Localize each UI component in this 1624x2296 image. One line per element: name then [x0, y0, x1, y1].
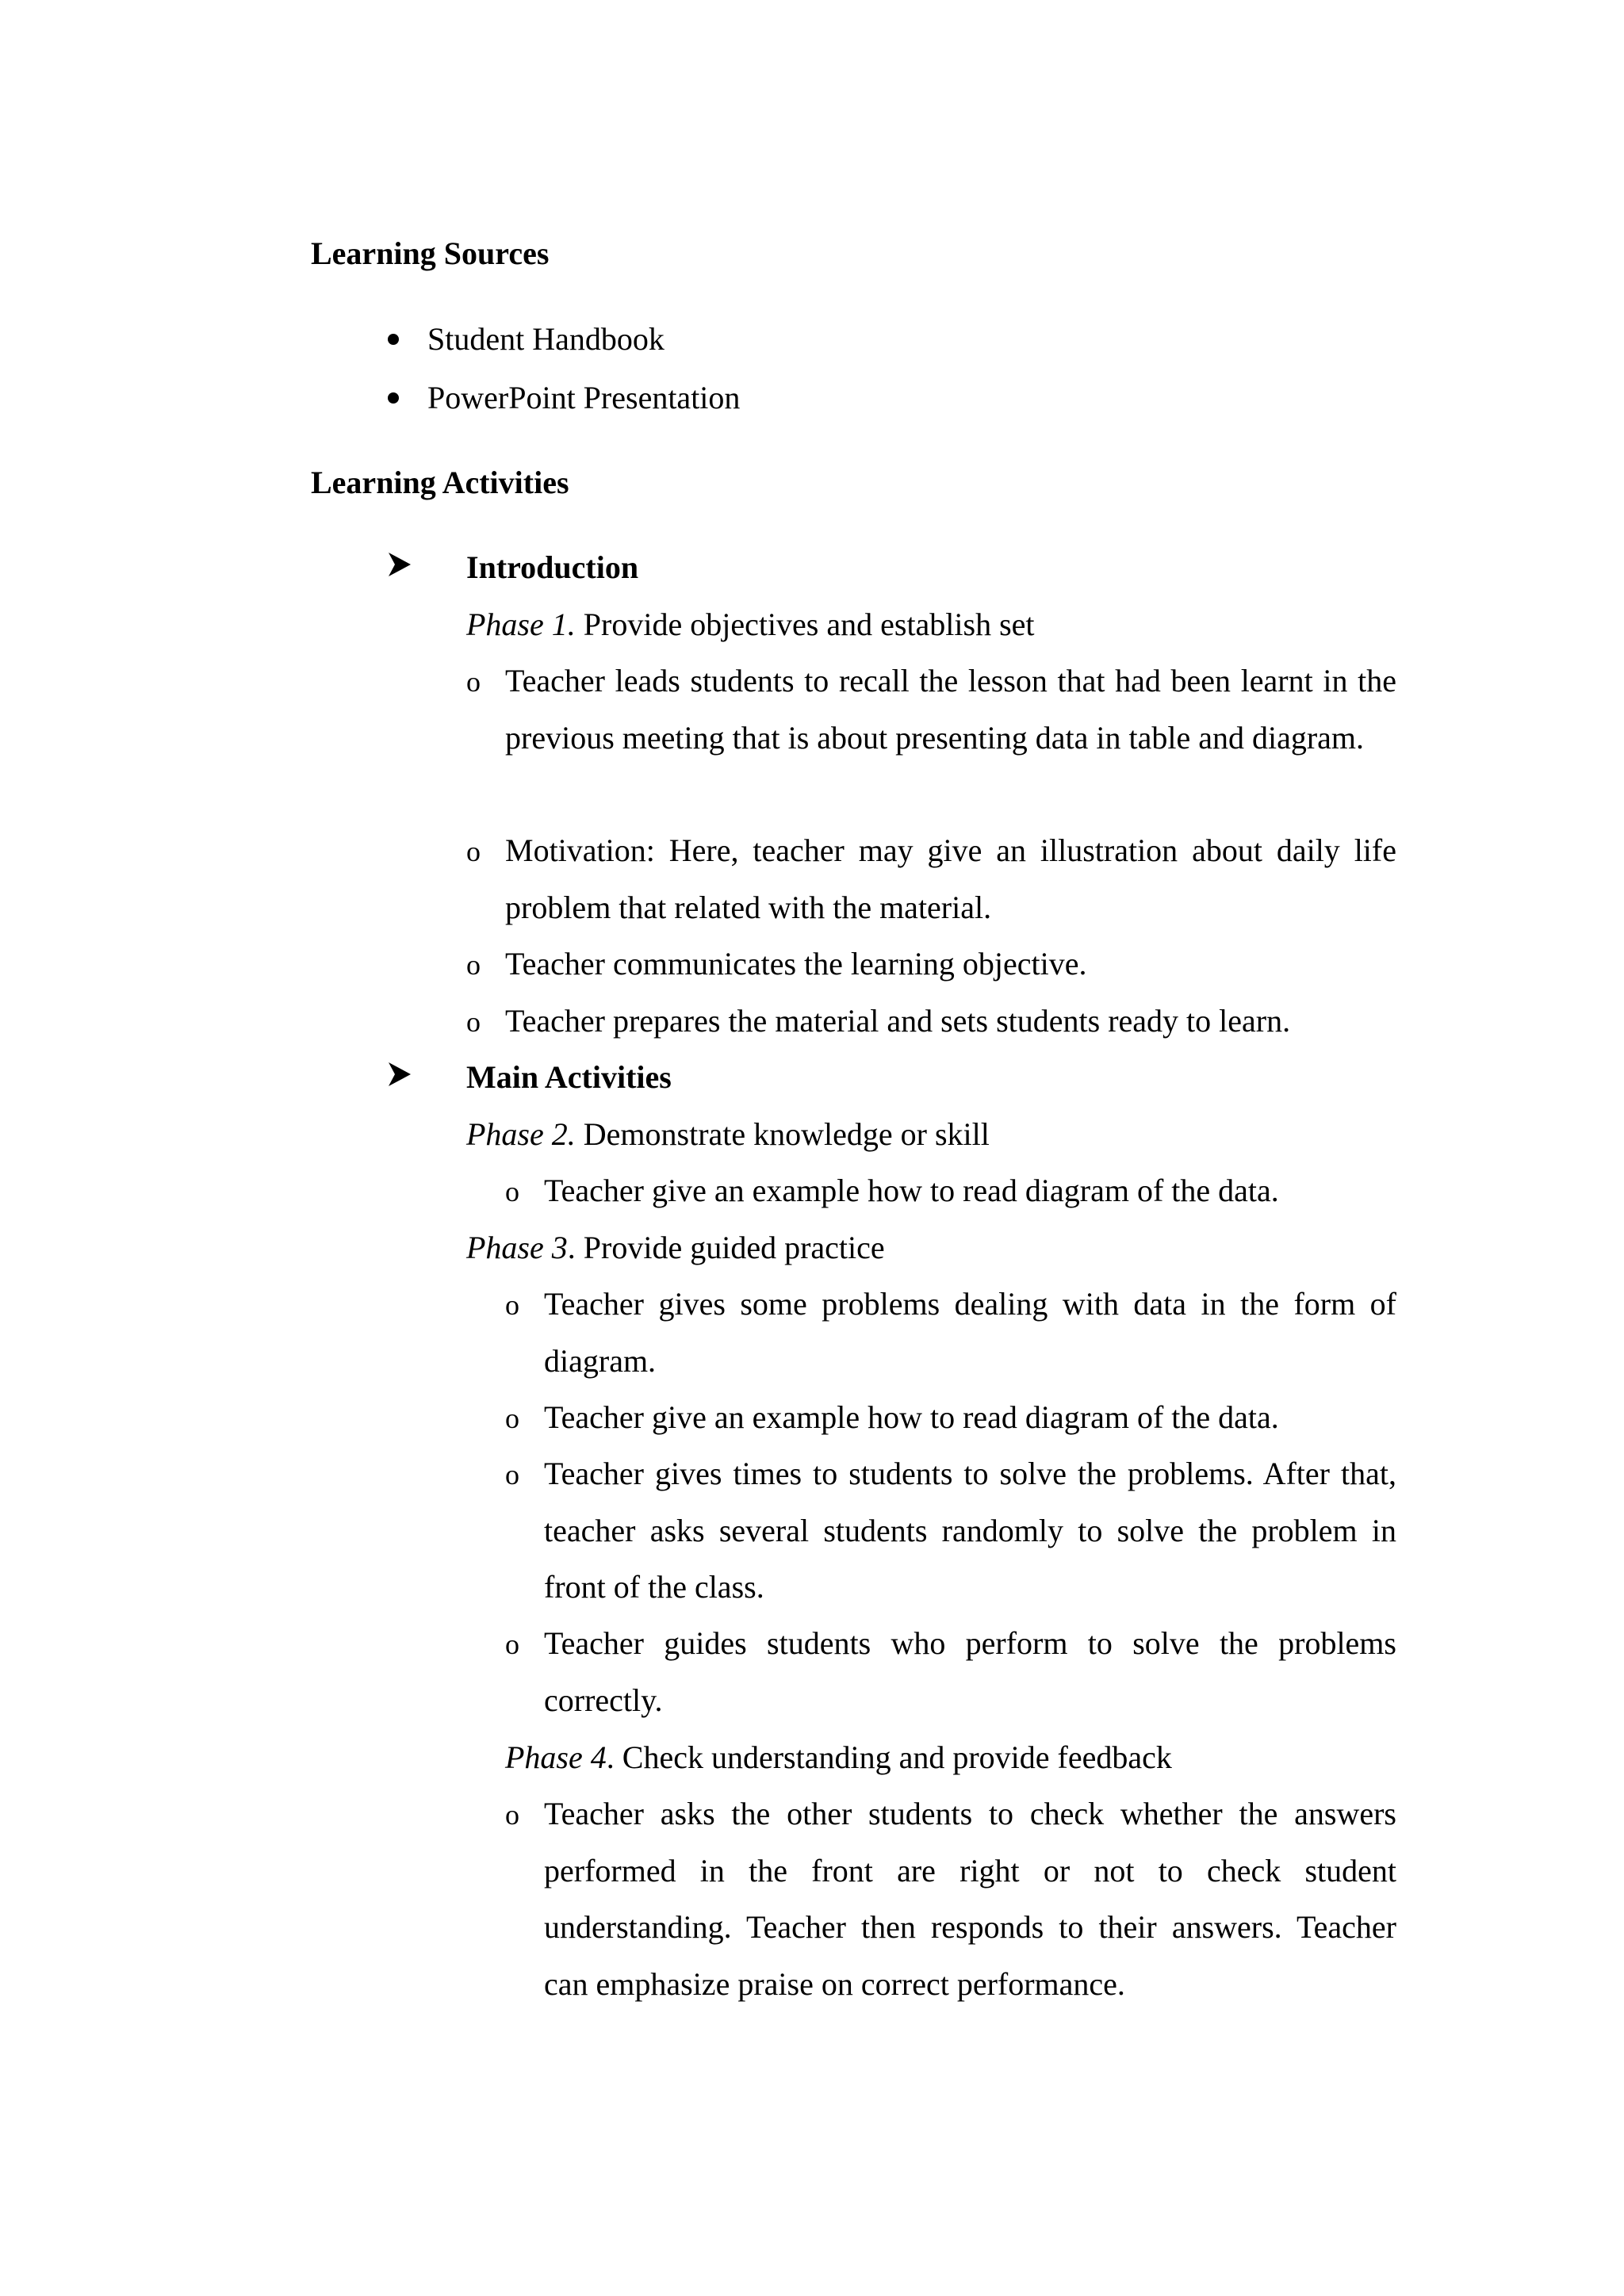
phase-3-label: Phase 3: [466, 1230, 568, 1265]
arrow-bullet-icon: [389, 1062, 411, 1086]
phase-1-item: Motivation: Here, teacher may give an illustration about daily life problem that related with the material.: [505, 832, 1396, 925]
phase-3-text: . Provide guided practice: [567, 1230, 885, 1265]
phase-4-label: Phase 4: [505, 1739, 607, 1775]
phase-3-item: Teacher gives times to students to solve the problems. After that, teacher asks several students randomly to solve the problem in front of the class.: [544, 1456, 1396, 1605]
phase-2-line: [466, 1115, 990, 1154]
circle-bullet-icon: o: [466, 1006, 481, 1038]
circle-bullet-icon: o: [505, 1799, 519, 1831]
phase-3-item: Teacher gives some problems dealing with data in the form of diagram.: [544, 1286, 1396, 1379]
bullet-icon: [388, 334, 399, 345]
phase-4-text: . Check understanding and provide feedback: [606, 1739, 1172, 1775]
introduction-heading: Introduction: [466, 549, 639, 585]
phase-1-text: Provide objectives and establish set: [575, 607, 1035, 642]
circle-bullet-icon: o: [466, 836, 481, 867]
learning-activities-heading: Learning Activities: [311, 465, 569, 500]
phase-1-item: Teacher communicates the learning objective.: [505, 946, 1087, 982]
circle-bullet-icon: o: [505, 1402, 519, 1434]
learning-source-item: Student Handbook: [427, 321, 665, 357]
phase-1-line: [466, 606, 1035, 644]
phase-2-item: Teacher give an example how to read diagram of the data.: [544, 1173, 1279, 1208]
circle-bullet-icon: o: [505, 1176, 519, 1207]
main-activities-heading: Main Activities: [466, 1059, 672, 1095]
circle-bullet-icon: o: [466, 666, 481, 698]
circle-bullet-icon: o: [505, 1628, 519, 1660]
circle-bullet-icon: o: [505, 1459, 519, 1490]
phase-3-line: [466, 1229, 885, 1267]
phase-3-item: Teacher give an example how to read diagram of the data.: [544, 1399, 1279, 1435]
circle-bullet-icon: o: [466, 949, 481, 981]
circle-bullet-icon: o: [505, 1289, 519, 1321]
phase-2-label: Phase 2.: [466, 1116, 576, 1152]
phase-4-item: Teacher asks the other students to check whether the answers performed in the front are right or not to check student understanding. Teacher then responds to their answers. Teacher can emphasize praise on correct performance.: [544, 1796, 1396, 2002]
learning-source-item: PowerPoint Presentation: [427, 380, 741, 415]
phase-3-item: Teacher guides students who perform to solve the problems correctly.: [544, 1625, 1396, 1718]
phase-1-item: Teacher leads students to recall the lesson that had been learnt in the previous meeting that is about presenting data in table and diagram.: [505, 663, 1396, 756]
arrow-bullet-icon: [389, 553, 411, 576]
bullet-icon: [388, 392, 399, 404]
phase-1-label: Phase 1.: [466, 607, 576, 642]
learning-sources-heading: Learning Sources: [311, 235, 550, 271]
phase-1-item: Teacher prepares the material and sets students ready to learn.: [505, 1003, 1291, 1039]
phase-4-line: [505, 1739, 1172, 1777]
phase-2-text: Demonstrate knowledge or skill: [575, 1116, 990, 1152]
